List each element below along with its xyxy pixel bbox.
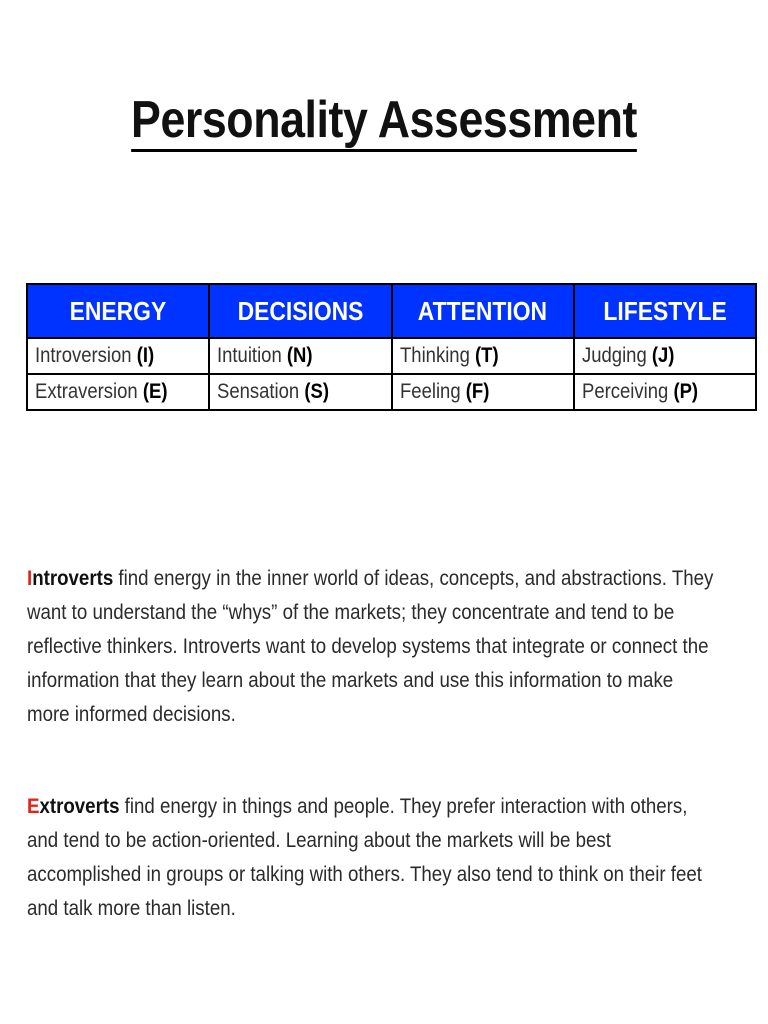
header-decisions <box>209 284 391 338</box>
paragraph-line: accomplished in groups or talking with others. They also tend to think on their feet <box>27 863 702 886</box>
paragraph-initial: I <box>27 567 33 590</box>
paragraph-line: and talk more than listen. <box>27 897 236 920</box>
table-cell <box>209 374 391 410</box>
page-title <box>54 92 714 149</box>
trait-code: (P) <box>673 380 698 403</box>
paragraph-text: find energy in the inner world of ideas, concepts, and abstractions. They <box>113 567 714 590</box>
table-cell <box>209 338 391 374</box>
trait-code: (N) <box>287 344 313 367</box>
table-cell <box>27 338 209 374</box>
paragraph-line: reflective thinkers. Introverts want to develop systems that integrate or connect the <box>27 635 709 658</box>
paragraph-line <box>27 790 768 824</box>
header-attention-label: ATTENTION <box>418 295 548 326</box>
table-cell <box>392 338 574 374</box>
table-cell <box>27 374 209 410</box>
paragraph-lead-word: xtroverts <box>39 795 120 818</box>
extroverts-paragraph <box>27 790 768 926</box>
trait-code: (F) <box>465 380 489 403</box>
paragraph-line: information that they learn about the markets and use this information to make <box>27 669 674 692</box>
page-title-text: Personality Assessment <box>131 91 637 152</box>
trait-name: Feeling <box>399 380 461 403</box>
table-cell <box>392 374 574 410</box>
trait-name: Extraversion <box>35 380 138 403</box>
trait-code: (J) <box>651 344 675 367</box>
personality-types-table <box>26 283 757 411</box>
paragraph-line: more informed decisions. <box>27 703 236 726</box>
paragraph-lead-word: ntroverts <box>32 567 114 590</box>
table-header-row <box>27 284 756 338</box>
trait-code: (T) <box>474 344 499 367</box>
table-row <box>27 374 756 410</box>
table-cell <box>574 374 756 410</box>
trait-code: (I) <box>136 344 155 367</box>
trait-name: Thinking <box>399 344 470 367</box>
header-lifestyle <box>574 284 756 338</box>
header-lifestyle-label: LIFESTYLE <box>603 295 727 326</box>
table-row <box>27 338 756 374</box>
paragraph-initial: E <box>27 795 40 818</box>
header-energy <box>27 284 209 338</box>
table-cell <box>574 338 756 374</box>
trait-code: (S) <box>304 380 330 403</box>
trait-name: Perceiving <box>581 380 669 403</box>
paragraph-line: and tend to be action-oriented. Learning about the markets will be best <box>27 829 611 852</box>
trait-name: Sensation <box>217 380 300 403</box>
introverts-paragraph <box>27 562 768 732</box>
paragraph-line <box>27 562 768 596</box>
paragraph-text: find energy in things and people. They prefer interaction with others, <box>119 795 688 818</box>
header-decisions-label: DECISIONS <box>237 295 364 326</box>
trait-name: Intuition <box>217 344 282 367</box>
trait-name: Judging <box>581 344 647 367</box>
header-attention <box>392 284 574 338</box>
trait-code: (E) <box>142 380 168 403</box>
paragraph-line: want to understand the “whys” of the markets; they concentrate and tend to be <box>27 601 675 624</box>
header-energy-label: ENERGY <box>69 295 167 326</box>
trait-name: Introversion <box>35 344 132 367</box>
